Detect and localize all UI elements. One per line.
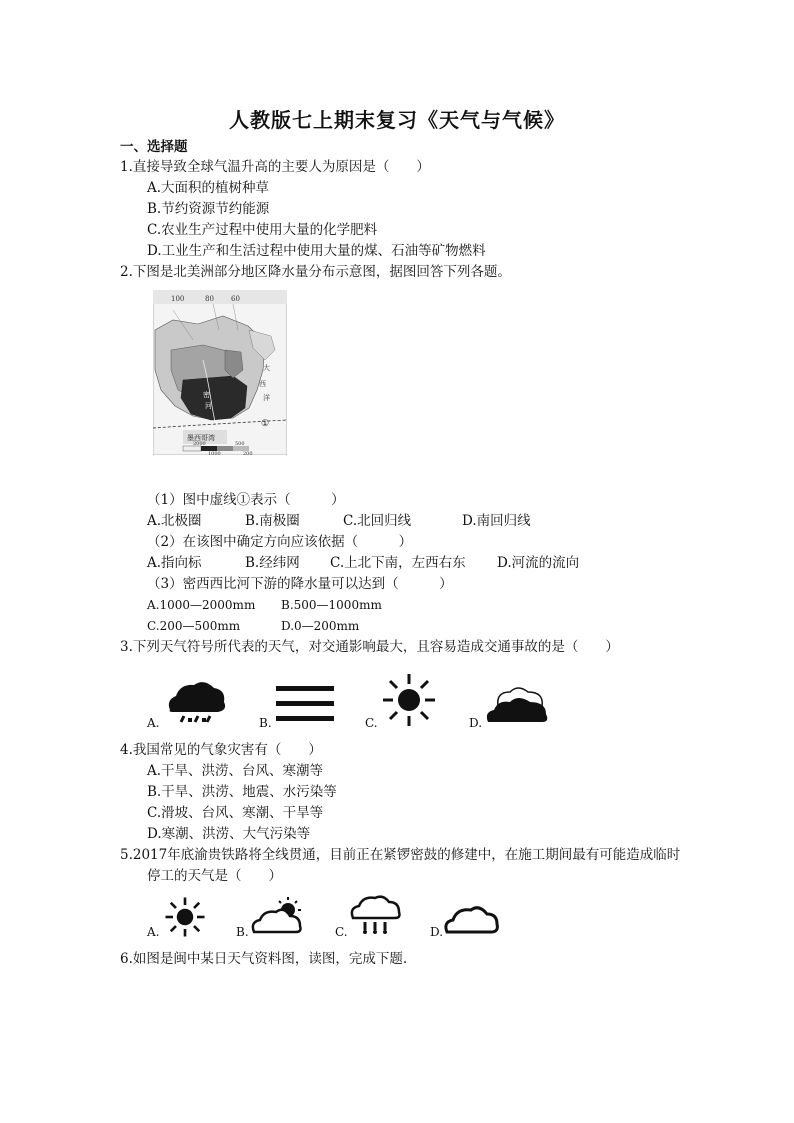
q3-label-d: D. [469, 716, 483, 730]
q6-stem: 6.如图是闽中某日天气资料图，读图，完成下题. [120, 951, 408, 967]
q1-option-b: B.节约资源节约能源 [147, 201, 270, 217]
q5-label-d: D. [430, 925, 444, 939]
q2-sub1-option-b: B.南极圈 [245, 513, 300, 529]
q3-label-c: C. [365, 716, 378, 730]
q4-option-c: C.滑坡、台风、寒潮、干旱等 [147, 805, 324, 821]
map-label-lon-60: 60 [231, 295, 240, 303]
q3-label-a: A. [147, 716, 160, 730]
precipitation-map [153, 290, 287, 455]
legend-2000: 2000 [193, 441, 206, 447]
q3-label-b: B. [259, 716, 272, 730]
legend-500: 500 [235, 441, 245, 447]
section-heading: 一、选择题 [120, 139, 188, 155]
q2-sub2-option-a: A.指向标 [147, 555, 202, 571]
q1-option-a: A.大面积的植树种草 [147, 180, 270, 196]
sunny-icon [164, 896, 206, 938]
rain-icon [349, 894, 401, 936]
cloudy-icon [443, 902, 499, 936]
q2-sub2-option-d: D.河流的流向 [497, 555, 580, 571]
map-label-xi: 西 [259, 380, 266, 388]
map-label-yang: 洋 [263, 394, 270, 402]
q2-sub2-stem: （2）在该图中确定方向应该依据（ ） [147, 534, 413, 550]
q5-stem-line1: 5.2017年底渝贵铁路将全线贯通，目前正在紧锣密鼓的修建中，在施工期间最有可能造成临时 [120, 847, 681, 863]
page-title: 人教版七上期末复习《天气与气候》 [229, 108, 565, 132]
q4-stem: 4.我国常见的气象灾害有（ ） [120, 742, 322, 758]
q5-label-c: C. [335, 925, 348, 939]
partly-cloudy-icon [250, 896, 306, 936]
q2-sub3-option-c: C.200—500mm [147, 619, 241, 633]
q4-option-b: B.干旱、洪涝、地震、水污染等 [147, 784, 337, 800]
q2-sub1-stem: （1）图中虚线①表示（ ） [147, 492, 345, 508]
map-label-lon-80: 80 [205, 295, 214, 303]
q2-sub3-option-a: A.1000—2000mm [147, 598, 256, 612]
q1-stem: 1.直接导致全球气温升高的主要人为原因是（ ） [120, 159, 430, 175]
map-label-gulf: 墨西哥湾 [187, 434, 215, 442]
map-label-da: 大 [263, 364, 270, 372]
sleet-icon [164, 676, 230, 728]
q2-sub1-option-c: C.北回归线 [343, 513, 412, 529]
q2-sub2-option-c: C.上北下南，左西右东 [330, 555, 466, 571]
q2-sub3-option-b: B.500—1000mm [281, 598, 382, 612]
q5-label-a: A. [147, 925, 160, 939]
fog-icon [276, 684, 334, 724]
q5-label-b: B. [236, 925, 249, 939]
map-marker-1: ① [261, 419, 270, 429]
legend-1000: 1000 [208, 451, 221, 455]
q2-sub1-option-a: A.北极圈 [147, 513, 202, 529]
map-label-mi: 密 [203, 391, 210, 399]
legend-200: 200 [243, 451, 253, 455]
map-label-lon-100: 100 [171, 295, 185, 303]
map-label-river: 河 [205, 402, 212, 410]
q2-stem: 2.下图是北美洲部分地区降水量分布示意图，据图回答下列各题。 [120, 264, 511, 280]
q5-stem-line2: 停工的天气是（ ） [147, 868, 282, 884]
q2-sub2-option-b: B.经纬网 [245, 555, 300, 571]
q3-stem: 3.下列天气符号所代表的天气，对交通影响最大，且容易造成交通事故的是（ ） [120, 639, 619, 655]
q2-sub3-option-d: D.0—200mm [281, 619, 360, 633]
sunny-icon [381, 672, 437, 728]
q4-option-a: A.干旱、洪涝、台风、寒潮等 [147, 763, 324, 779]
q1-option-c: C.农业生产过程中使用大量的化学肥料 [147, 222, 378, 238]
q1-option-d: D.工业生产和生活过程中使用大量的煤、石油等矿物燃料 [147, 243, 486, 259]
overcast-icon [484, 684, 552, 724]
q2-sub1-option-d: D.南回归线 [462, 513, 531, 529]
q4-option-d: D.寒潮、洪涝、大气污染等 [147, 826, 311, 842]
q2-sub3-stem: （3）密西西比河下游的降水量可以达到（ ） [147, 576, 453, 592]
